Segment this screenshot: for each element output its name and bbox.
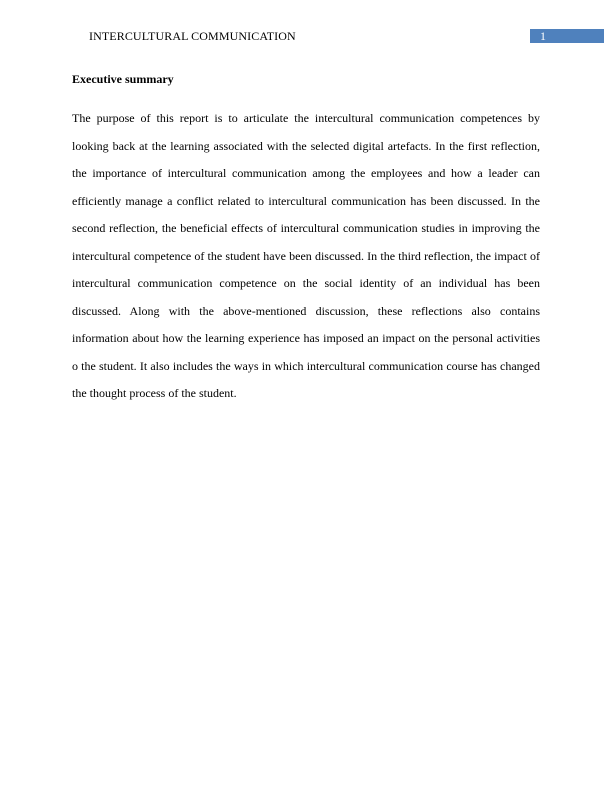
page-number-badge (530, 29, 604, 43)
executive-summary-paragraph: The purpose of this report is to articulate the intercultural communication competences by looking back at the learning associated with the selected digital artefacts. In the first reflection, the importance of intercultural communication among the employees and how a leader can efficiently manage a conflict related to intercultural communication has been discussed. In the second reflection, the beneficial effects of intercultural communication studies in improving the intercultural competence of the student have been discussed. In the third reflection, the impact of intercultural communication competence on the social identity of an individual has been discussed. Along with the above-mentioned discussion, these reflections also contains information about how the learning experience has imposed an impact on the personal activities o the student. It also includes the ways in which intercultural communication course has changed the thought process of the student. (72, 111, 540, 400)
page-number: 1 (540, 29, 546, 43)
section-heading: Executive summary (72, 72, 174, 86)
running-header-title: INTERCULTURAL COMMUNICATION (89, 29, 296, 43)
